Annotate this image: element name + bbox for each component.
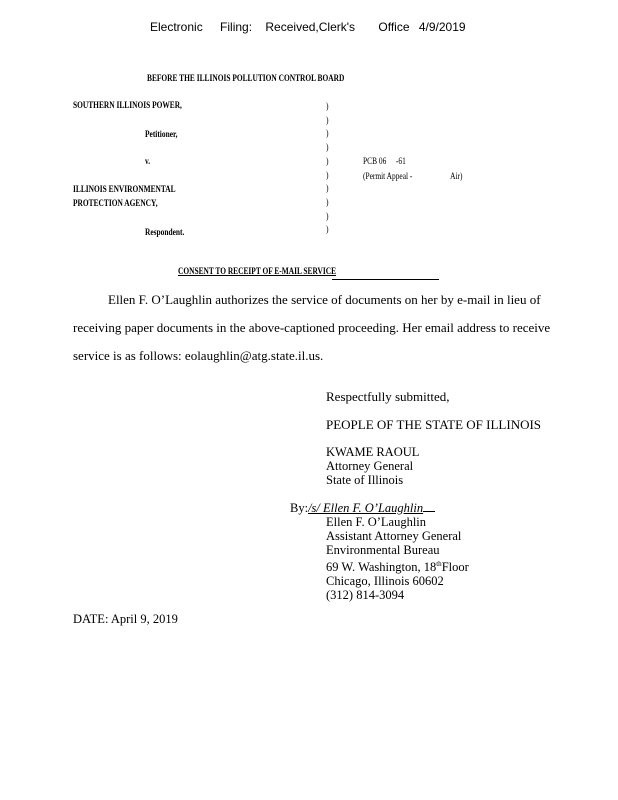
signatory-title: Assistant Attorney General	[326, 529, 462, 543]
signature-line	[290, 501, 435, 515]
e-signature: /s/ Ellen F. O’Laughlin	[308, 501, 424, 515]
court-heading: BEFORE THE ILLINOIS POLLUTION CONTROL BOARD	[147, 74, 345, 84]
signatory-address	[326, 557, 469, 574]
ag-state: State of Illinois	[326, 473, 404, 487]
paren-mark: )	[326, 211, 329, 222]
people-of-state: PEOPLE OF THE STATE OF ILLINOIS	[326, 417, 542, 432]
paren-mark: )	[326, 170, 329, 181]
case-suffix: -61	[395, 157, 406, 167]
signatory-city: Chicago, Illinois 60602	[326, 574, 444, 589]
petitioner-role: Petitioner,	[145, 130, 178, 140]
date-line: DATE: April 9, 2019	[73, 612, 178, 626]
case-number	[363, 157, 406, 167]
attorney-general-block	[326, 445, 419, 487]
signatory-bureau: Environmental Bureau	[326, 543, 440, 557]
case-type-end: Air)	[450, 172, 463, 182]
address-ordinal: th	[436, 560, 442, 568]
case-type-start: (Permit Appeal -	[363, 172, 413, 182]
signatory-name: Ellen F. O’Laughlin	[326, 515, 427, 529]
case-no: PCB 06	[363, 157, 387, 167]
stamp-date: 4/9/2019	[418, 20, 466, 34]
paren-mark: )	[326, 184, 329, 195]
document-title: CONSENT TO RECEIPT OF E-MAIL SERVICE	[178, 267, 337, 277]
stamp-word-received: Received,Clerk's	[265, 20, 356, 34]
paren-mark: )	[326, 115, 329, 126]
by-label: By:	[290, 501, 309, 515]
body-line-2: receiving paper documents in the above-captioned proceeding. Her email address to receive	[73, 320, 551, 335]
body-line-1: Ellen F. O’Laughlin authorizes the service of documents on her by e-mail in lieu of	[108, 292, 541, 307]
address-floor: Floor	[441, 560, 469, 575]
signatory-phone: (312) 814-3094	[326, 588, 405, 603]
case-type	[363, 172, 462, 182]
caption-paren-column	[326, 101, 329, 238]
stamp-word-electronic: Electronic	[150, 20, 203, 34]
ag-title: Attorney General	[326, 459, 414, 473]
signatory-block	[326, 515, 469, 602]
respondent-line1: ILLINOIS ENVIRONMENTAL	[73, 185, 176, 195]
filing-stamp	[150, 20, 466, 34]
paren-mark: )	[326, 197, 329, 208]
stamp-word-office: Office	[378, 20, 410, 34]
title-underline-extension	[332, 279, 439, 280]
paren-mark: )	[326, 102, 329, 112]
stamp-word-filing: Filing:	[220, 20, 253, 34]
respondent-line2: PROTECTION AGENCY,	[73, 199, 158, 209]
respectfully-submitted: Respectfully submitted,	[326, 389, 450, 404]
ag-name: KWAME RAOUL	[326, 445, 420, 459]
petitioner-name: SOUTHERN ILLINOIS POWER,	[73, 101, 182, 111]
paren-mark: )	[326, 156, 329, 167]
paren-mark: )	[326, 225, 329, 236]
paren-mark: )	[326, 129, 329, 140]
body-line-3: service is as follows: eolaughlin@atg.state.il.us.	[73, 348, 324, 363]
respondent-role: Respondent.	[145, 228, 185, 238]
address-street: 69 W. Washington, 18	[326, 560, 437, 575]
paren-mark: )	[326, 143, 329, 154]
versus: v.	[145, 157, 151, 167]
